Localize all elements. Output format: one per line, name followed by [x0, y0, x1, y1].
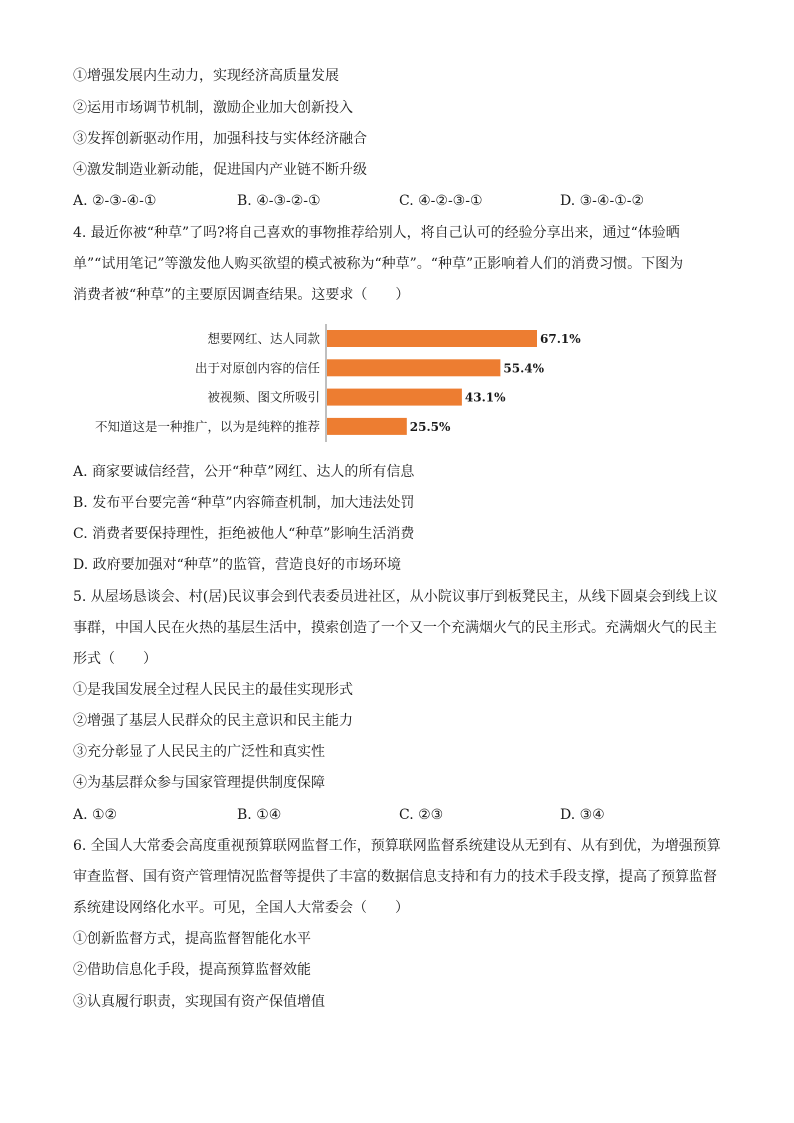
q3-choice-d: D. ③-④-①-②: [560, 193, 645, 209]
q5-choice-d: D. ③④: [560, 807, 605, 823]
q3-choice-c: C. ④-②-③-①: [399, 193, 483, 209]
q6-option-3: ③认真履行职责，实现国有资产保值增值: [73, 994, 325, 1010]
chart-bar: [327, 389, 462, 406]
q4-stem-line-2: 单”“试用笔记”等激发他人购买欲望的模式被称为“种草”。“种草”正影响着人们的消费习惯。下图为: [73, 256, 684, 272]
q4-choice-c: C. 消费者要保持理性，拒绝被他人“种草”影响生活消费: [73, 526, 415, 542]
q4-choice-a: A. 商家要诚信经营，公开“种草”网红、达人的所有信息: [73, 464, 415, 480]
q5-stem-line-2: 事群，中国人民在火热的基层生活中，摸索创造了一个又一个充满烟火气的民主形式。充满烟火气的民主: [73, 620, 717, 636]
survey-bar-chart: [60, 322, 620, 442]
q5-option-2: ②增强了基层人民群众的民主意识和民主能力: [73, 713, 353, 729]
chart-bar: [327, 330, 537, 347]
chart-svg: [60, 322, 620, 442]
chart-category-label: 被视频、图文所吸引: [207, 389, 320, 405]
chart-value-label: 43.1%: [464, 390, 506, 405]
chart-bar: [327, 418, 407, 435]
q4-choice-b: B. 发布平台要完善“种草”内容筛查机制，加大违法处罚: [73, 495, 415, 511]
chart-bar: [327, 359, 500, 376]
q4-stem-line-3: 消费者被“种草”的主要原因调查结果。这要求（ ）: [73, 287, 410, 303]
chart-category-label: 想要网红、达人同款: [207, 331, 320, 346]
q5-choice-a: A. ①②: [73, 807, 118, 823]
chart-category-label: 不知道这是一种推广，以为是纯粹的推荐: [94, 418, 320, 434]
q5-choice-b: B. ①④: [237, 807, 282, 823]
q5-option-3: ③充分彰显了人民民主的广泛性和真实性: [73, 744, 325, 760]
q6-option-1: ①创新监督方式，提高监督智能化水平: [73, 931, 311, 947]
q6-stem-line-3: 系统建设网络化水平。可见，全国人大常委会（ ）: [73, 900, 409, 916]
q5-option-1: ①是我国发展全过程人民民主的最佳实现形式: [73, 682, 353, 698]
q4-choice-d: D. 政府要加强对“种草”的监管，营造良好的市场环境: [73, 557, 401, 573]
q5-option-4: ④为基层群众参与国家管理提供制度保障: [73, 775, 325, 791]
q4-stem-line-1: 4. 最近你被“种草”了吗?将自己喜欢的事物推荐给别人，将自己认可的经验分享出来，通过“体验晒: [73, 225, 680, 241]
q3-choice-b: B. ④-③-②-①: [237, 193, 321, 209]
q3-option-4: ④激发制造业新动能，促进国内产业链不断升级: [73, 162, 367, 178]
q5-stem-line-3: 形式（ ）: [73, 651, 157, 667]
q6-stem-line-1: 6. 全国人大常委会高度重视预算联网监督工作，预算联网监督系统建设从无到有、从有到优，为增强预算: [73, 838, 721, 854]
chart-value-label: 55.4%: [503, 361, 545, 376]
chart-value-label: 25.5%: [409, 419, 451, 434]
q5-choice-c: C. ②③: [399, 807, 444, 823]
q6-stem-line-2: 审查监督、国有资产管理情况监督等提供了丰富的数据信息支持和有力的技术手段支撑，提高了预算监督: [73, 869, 717, 885]
q3-option-1: ①增强发展内生动力，实现经济高质量发展: [73, 68, 339, 84]
chart-value-label: 67.1%: [540, 332, 581, 346]
q3-option-3: ③发挥创新驱动作用，加强科技与实体经济融合: [73, 131, 367, 147]
q3-choice-a: A. ②-③-④-①: [73, 193, 157, 209]
q5-stem-line-1: 5. 从屋场恳谈会、村(居)民议事会到代表委员进社区，从小院议事厅到板凳民主，从线下圆桌会到线上议: [73, 589, 718, 605]
chart-category-label: 出于对原创内容的信任: [194, 360, 320, 376]
q3-option-2: ②运用市场调节机制，激励企业加大创新投入: [73, 100, 353, 116]
q6-option-2: ②借助信息化手段，提高预算监督效能: [73, 962, 311, 978]
